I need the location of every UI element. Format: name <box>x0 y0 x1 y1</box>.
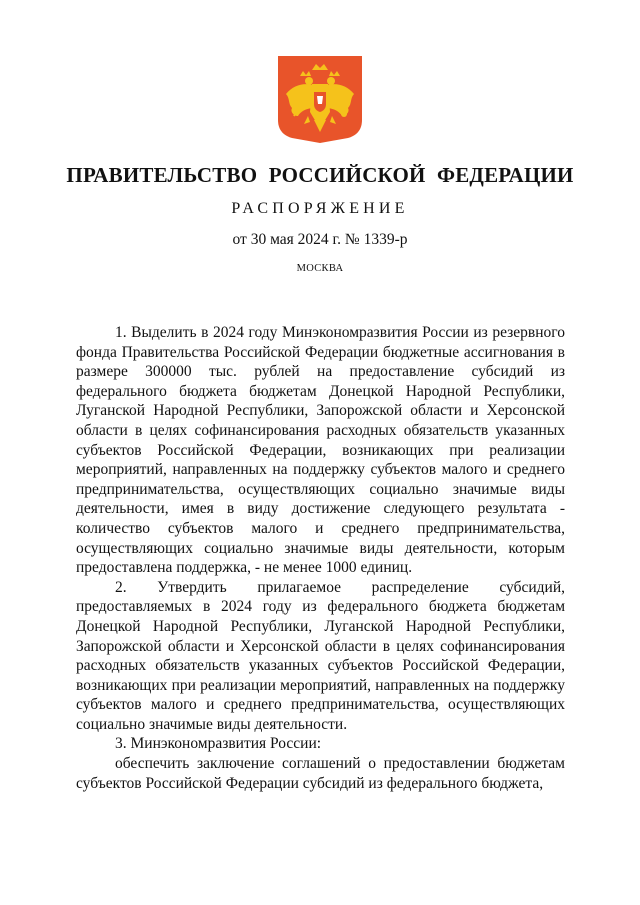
document-date-number: от 30 мая 2024 г. № 1339-р <box>232 231 408 248</box>
government-title: ПРАВИТЕЛЬСТВО РОССИЙСКОЙ ФЕДЕРАЦИИ <box>66 163 574 187</box>
paragraph-2: 2. Утвердить прилагаемое распределение субсидий, предоставляемых в 2024 году из федерального бюджета бюджетам Донецкой Народной Республики, Луганской Народной Республики, Запорожской области и Херсонской области в целях софинансирования расходных обязательств указанных субъектов Российской Федерации, возникающих при реализации мероприятий, направленных на поддержку субъектов малого и среднего предпринимательства, осуществляющих социально значимые виды деятельности. <box>76 578 565 733</box>
coat-of-arms-of-russia-icon <box>276 54 364 144</box>
document-type: РАСПОРЯЖЕНИЕ <box>231 200 409 217</box>
paragraph-4: обеспечить заключение соглашений о предоставлении бюджетам субъектов Российской Федерации субсидий из федерального бюджета, <box>76 755 565 792</box>
document-body <box>76 323 565 793</box>
paragraph-3: 3. Минэкономразвития России: <box>115 735 322 753</box>
paragraph-1: 1. Выделить в 2024 году Минэкономразвития России из резервного фонда Правительства Российской Федерации бюджетные ассигнования в размере 300000 тыс. рублей на предоставление субсидий из федерального бюджета бюджетам Донецкой Народной Республики, Луганской Народной Республики, Запорожской области и Херсонской области в целях софинансирования расходных обязательств указанных субъектов Российской Федерации, возникающих при реализации мероприятий, направленных на поддержку субъектов малого и среднего предпринимательства, осуществляющих социально значимые виды деятельности, имея в виду достижение следующего результата - количество субъектов малого и среднего предпринимательства, осуществляющих социально значимые виды деятельности, которым предоставлена поддержка, - не менее 1000 единиц. <box>76 324 565 577</box>
document-city: МОСКВА <box>296 263 344 274</box>
